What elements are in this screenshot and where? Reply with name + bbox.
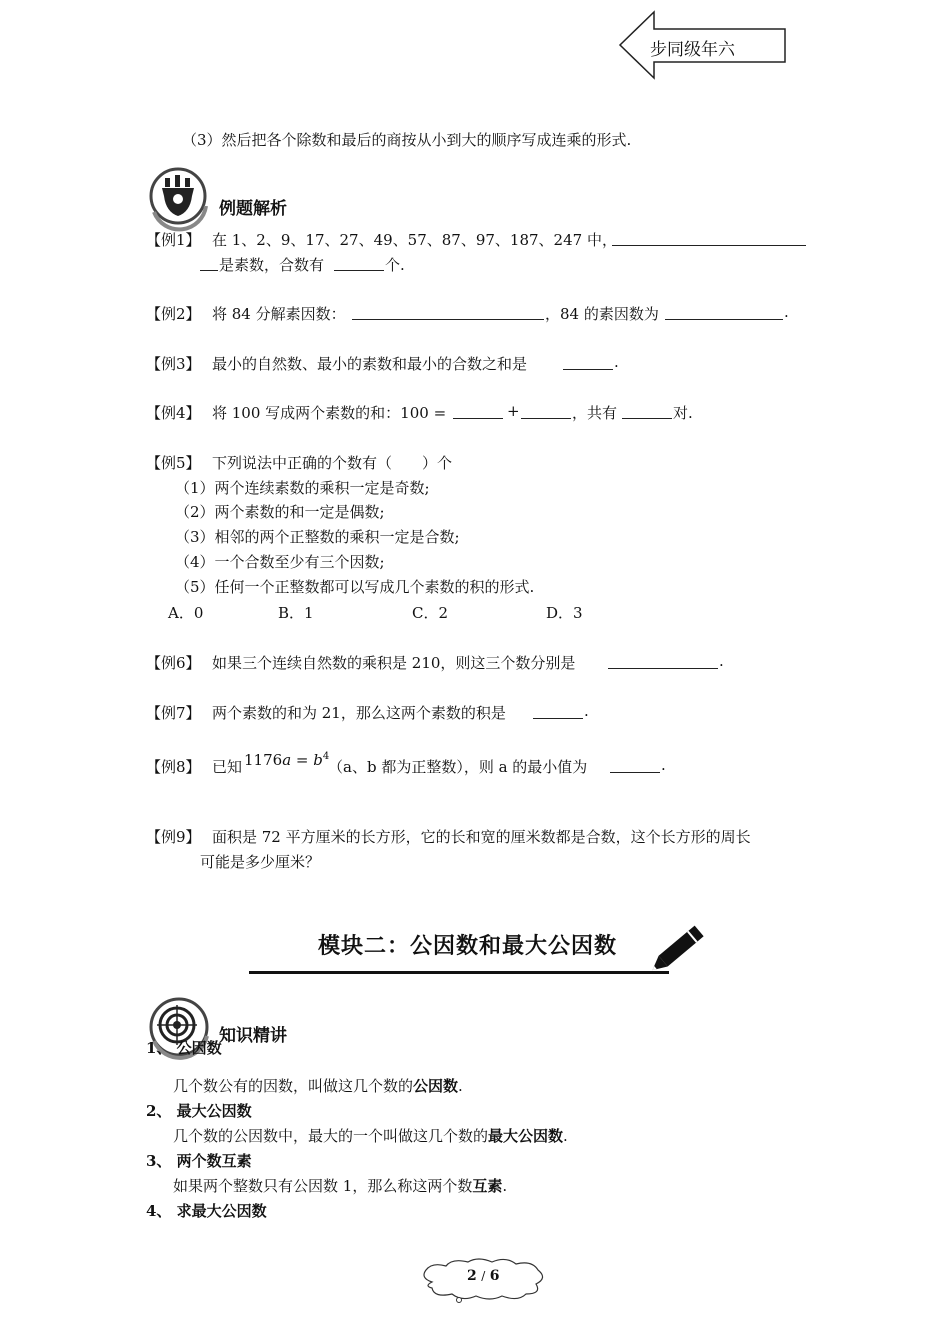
pencil-icon xyxy=(650,916,710,978)
example-5-statement: （4）一个合数至少有三个因数; xyxy=(175,553,385,571)
example-4-text-a: 将 100 写成两个素数的和：100 = xyxy=(212,404,447,422)
example-4-text-c: ，共有 xyxy=(572,404,618,422)
example-4-blank-1[interactable] xyxy=(453,404,503,419)
example-1-text-a: 在 1、2、9、17、27、49、57、87、97、187、247 中， xyxy=(212,231,617,249)
example-2-blank-1[interactable] xyxy=(352,305,544,320)
example-5-option-b[interactable]: B．1 xyxy=(278,604,314,622)
example-6-text-a: 如果三个连续自然数的乘积是 210，则这三个数分别是 xyxy=(212,654,576,672)
example-1-blank-1-cont[interactable] xyxy=(200,256,218,271)
formula-var-b: b xyxy=(313,751,323,769)
example-8-text-c: . xyxy=(661,756,666,774)
example-4-text-d: 对. xyxy=(673,404,693,422)
example-2-text-a: 将 84 分解素因数： xyxy=(212,305,346,323)
example-5-statement: （2）两个素数的和一定是偶数; xyxy=(175,503,385,521)
knowledge-item-1-heading-clipped xyxy=(146,1039,222,1060)
example-8-label: 【例8】 xyxy=(146,758,201,776)
term-zuidagongyinshu: 最大公因数 xyxy=(488,1127,564,1145)
example-1-text-c: 个. xyxy=(385,256,405,274)
example-6-text-b: . xyxy=(719,652,724,670)
formula-equals: = xyxy=(295,751,309,769)
knowledge-item-1-heading: 1、 公因数 xyxy=(146,1039,222,1057)
trophy-icon xyxy=(146,166,212,228)
example-5-option-a[interactable]: A．0 xyxy=(168,604,204,622)
example-4-blank-3[interactable] xyxy=(622,404,672,419)
page-total: 6 xyxy=(489,1268,500,1284)
example-9-label: 【例9】 xyxy=(146,828,201,846)
example-1-label: 【例1】 xyxy=(146,231,201,249)
knowledge-item-1-body: 几个数公有的因数，叫做这几个数的公因数. xyxy=(173,1077,463,1095)
module-2-title: 模块二：公因数和最大公因数 xyxy=(318,934,618,959)
example-8-formula xyxy=(244,751,329,769)
example-2-label: 【例2】 xyxy=(146,305,201,323)
knowledge-item-3-heading: 3、 两个数互素 xyxy=(146,1152,252,1170)
examples-section-title: 例题解析 xyxy=(219,199,287,219)
example-4-label: 【例4】 xyxy=(146,404,201,422)
example-7-text-a: 两个素数的和为 21，那么这两个素数的积是 xyxy=(212,704,506,722)
intro-step-text: （3）然后把各个除数和最后的商按从小到大的顺序写成连乘的形式. xyxy=(182,131,632,149)
example-2-blank-2[interactable] xyxy=(665,305,783,320)
example-4-plus: + xyxy=(507,402,520,420)
example-8-text-b: （a、b 都为正整数），则 a 的最小值为 xyxy=(328,758,588,776)
example-5-question: 下列说法中正确的个数有（ ）个 xyxy=(212,454,453,472)
knowledge-item-3-body: 如果两个整数只有公因数 1，那么称这两个数互素. xyxy=(173,1177,508,1195)
example-5-statement: （3）相邻的两个正整数的乘积一定是合数; xyxy=(175,528,460,546)
example-7-blank[interactable] xyxy=(533,704,583,719)
example-4-blank-2[interactable] xyxy=(521,404,571,419)
term-gongyinshu: 公因数 xyxy=(413,1077,459,1095)
example-6-label: 【例6】 xyxy=(146,654,201,672)
term-husu: 互素 xyxy=(472,1177,503,1195)
example-7-text-b: . xyxy=(584,702,589,720)
example-2-text-c: . xyxy=(784,303,789,321)
example-5-label: 【例5】 xyxy=(146,454,201,472)
example-3-text-a: 最小的自然数、最小的素数和最小的合数之和是 xyxy=(212,355,528,373)
knowledge-item-4-heading: 4、 求最大公因数 xyxy=(146,1202,267,1220)
formula-exponent: 4 xyxy=(322,751,330,762)
example-3-text-b: . xyxy=(614,353,619,371)
example-5-statement: （1）两个连续素数的乘积一定是奇数; xyxy=(175,479,430,497)
example-8-blank[interactable] xyxy=(610,758,660,773)
knowledge-item-2-heading: 2、 最大公因数 xyxy=(146,1102,252,1120)
page-separator: / xyxy=(481,1269,486,1283)
example-5-statement: （5）任何一个正整数都可以写成几个素数的积的形式. xyxy=(175,578,535,596)
example-5-option-d[interactable]: D．3 xyxy=(546,604,583,622)
example-6-blank[interactable] xyxy=(608,654,718,669)
example-9-line-1: 面积是 72 平方厘米的长方形，它的长和宽的厘米数都是合数，这个长方形的周长 xyxy=(212,828,751,846)
knowledge-section-title: 知识精讲 xyxy=(219,1026,287,1046)
knowledge-item-2-body: 几个数的公因数中，最大的一个叫做这几个数的最大公因数. xyxy=(173,1127,568,1145)
example-9-line-2: 可能是多少厘米？ xyxy=(200,853,321,871)
page-current: 2 xyxy=(467,1268,477,1284)
formula-number: 1176 xyxy=(244,751,283,769)
example-8-text-a: 已知 xyxy=(212,758,243,776)
grade-tag-text: 步同级年六 xyxy=(650,40,735,60)
example-7-label: 【例7】 xyxy=(146,704,201,722)
example-1-blank-1[interactable] xyxy=(612,231,806,246)
formula-var-a: a xyxy=(282,751,292,769)
example-3-blank[interactable] xyxy=(563,355,613,370)
example-1-blank-2[interactable] xyxy=(334,256,384,271)
page-number xyxy=(467,1268,499,1284)
example-3-label: 【例3】 xyxy=(146,355,201,373)
module-2-underline xyxy=(249,971,669,974)
example-5-option-c[interactable]: C．2 xyxy=(412,604,449,622)
example-1-text-b: 是素数，合数有 xyxy=(219,256,325,274)
example-2-text-b: ，84 的素因数为 xyxy=(545,305,659,323)
